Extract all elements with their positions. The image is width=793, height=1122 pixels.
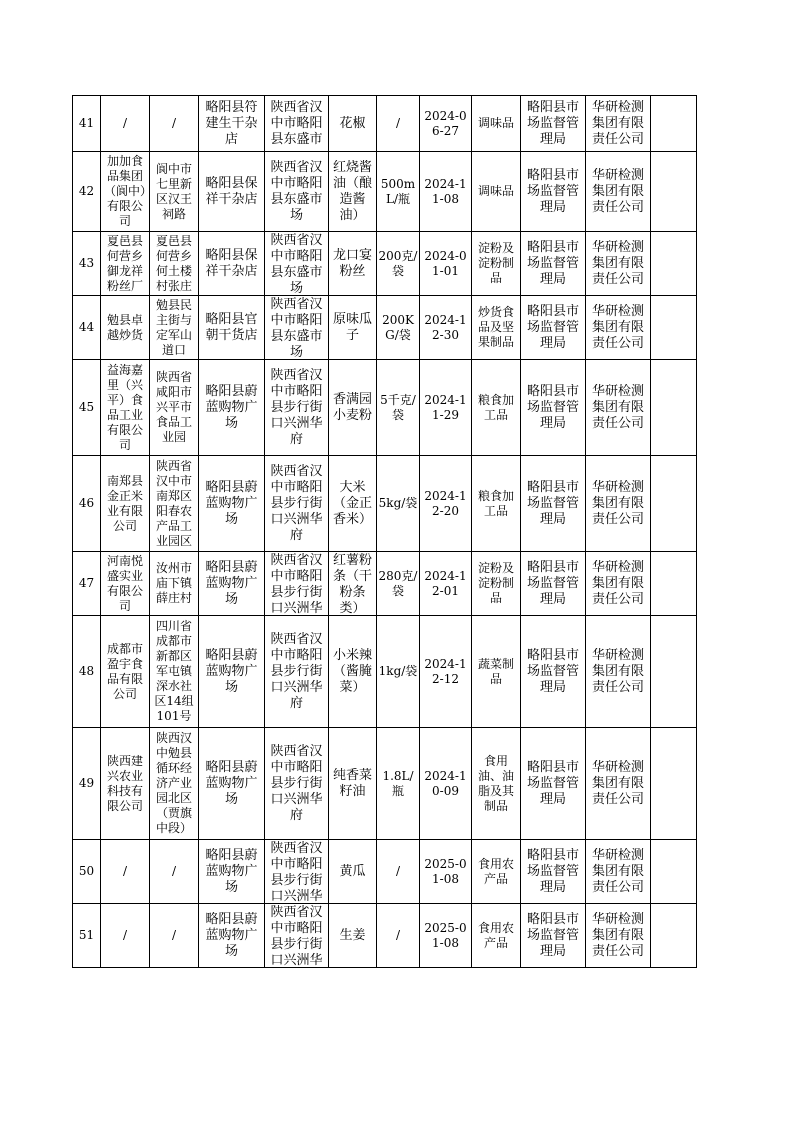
sampling-agency-text: 略阳县市场监督管理局: [526, 239, 579, 287]
food-category-text: 粮食加工品: [477, 488, 514, 518]
seller-name-text: 略阳县保祥干杂店: [205, 247, 258, 279]
row-number: [73, 360, 101, 456]
food-category: [472, 840, 521, 904]
producer-address-text: 夏邑县何营乡何土楼村张庄: [155, 233, 192, 293]
production-date: [420, 728, 472, 840]
testing-lab-text: 华研检测集团有限责任公司: [591, 239, 644, 287]
sampling-agency: [521, 456, 586, 552]
seller-address: [265, 360, 329, 456]
row-number-text: 41: [78, 116, 95, 130]
testing-lab: [586, 296, 651, 360]
seller-address: [265, 232, 329, 296]
producer-address: [150, 840, 199, 904]
table-row: [73, 232, 697, 296]
producer-address-text: /: [171, 928, 177, 942]
sampling-agency: [521, 904, 586, 968]
sampling-agency-text: 略阳县市场监督管理局: [526, 759, 579, 807]
producer-name: [101, 552, 150, 616]
row-number-text: 51: [78, 928, 95, 942]
producer-address: [150, 360, 199, 456]
testing-lab-text: 华研检测集团有限责任公司: [591, 383, 644, 431]
sampling-agency: [521, 616, 586, 728]
product-name-text: 小米辣（酱腌菜）: [332, 647, 372, 695]
food-category: [472, 360, 521, 456]
testing-lab-text: 华研检测集团有限责任公司: [591, 847, 644, 895]
producer-name: [101, 728, 150, 840]
testing-lab: [586, 728, 651, 840]
table-body: [73, 96, 697, 968]
row-number-text: 48: [78, 664, 95, 678]
producer-name: [101, 152, 150, 232]
table-row: [73, 728, 697, 840]
seller-name-text: 略阳县蔚蓝购物广场: [205, 383, 258, 431]
producer-name-text: 河南悦盛实业有限公司: [106, 553, 143, 613]
testing-lab-text: 华研检测集团有限责任公司: [591, 559, 644, 607]
product-name: [329, 296, 377, 360]
row-number-text: 42: [78, 184, 95, 198]
seller-name-text: 略阳县蔚蓝购物广场: [205, 647, 258, 695]
product-spec: [377, 232, 420, 296]
remark: [651, 616, 697, 728]
seller-address: [265, 904, 329, 968]
food-category: [472, 728, 521, 840]
sampling-agency-text: 略阳县市场监督管理局: [526, 167, 579, 215]
table-row: [73, 360, 697, 456]
row-number: [73, 96, 101, 152]
product-spec: [377, 152, 420, 232]
table-row: [73, 456, 697, 552]
table-row: [73, 552, 697, 616]
seller-address: [265, 552, 329, 616]
product-name-text: 龙口宴粉丝: [332, 247, 372, 279]
remark: [651, 728, 697, 840]
seller-address-text: 陕西省汉中市略阳县东盛市场: [270, 159, 323, 223]
product-spec-text: /: [395, 928, 401, 942]
product-name: [329, 552, 377, 616]
row-number: [73, 552, 101, 616]
testing-lab: [586, 904, 651, 968]
producer-address: [150, 96, 199, 152]
product-name: [329, 616, 377, 728]
food-category-text: 调味品: [477, 116, 514, 130]
testing-lab-text: 华研检测集团有限责任公司: [591, 911, 644, 959]
product-spec-text: 280克/袋: [378, 568, 418, 598]
food-category: [472, 296, 521, 360]
sampling-agency: [521, 360, 586, 456]
product-spec-text: /: [395, 864, 401, 878]
testing-lab-text: 华研检测集团有限责任公司: [591, 647, 644, 695]
sampling-results-table: [72, 95, 697, 968]
testing-lab: [586, 552, 651, 616]
product-name: [329, 232, 377, 296]
seller-address: [265, 840, 329, 904]
seller-name-text: 略阳县官朝干货店: [205, 311, 258, 343]
product-spec-text: 5kg/袋: [378, 496, 418, 510]
product-spec: [377, 552, 420, 616]
product-spec: [377, 728, 420, 840]
producer-address-text: 阆中市七里新区汉王祠路: [155, 161, 192, 221]
testing-lab: [586, 456, 651, 552]
production-date: [420, 296, 472, 360]
seller-name: [199, 360, 265, 456]
seller-address-text: 陕西省汉中市略阳县步行街口兴洲华府: [270, 463, 323, 543]
product-spec-text: 1.8L/瓶: [382, 768, 414, 798]
food-category-text: 食用农产品: [477, 920, 514, 950]
production-date: [420, 360, 472, 456]
producer-address-text: /: [171, 116, 177, 130]
seller-name-text: 略阳县保祥干杂店: [205, 175, 258, 207]
sampling-agency: [521, 840, 586, 904]
food-category: [472, 232, 521, 296]
producer-name-text: 成都市盈宇食品有限公司: [106, 641, 143, 701]
remark: [651, 232, 697, 296]
table-row: [73, 296, 697, 360]
production-date: [420, 152, 472, 232]
sampling-agency: [521, 152, 586, 232]
producer-address-text: 陕西省咸阳市兴平市食品工业园: [155, 370, 192, 444]
product-spec-text: /: [395, 116, 401, 130]
producer-name: [101, 456, 150, 552]
sampling-agency: [521, 232, 586, 296]
product-name: [329, 840, 377, 904]
remark: [651, 840, 697, 904]
product-spec: [377, 360, 420, 456]
food-category-text: 调味品: [477, 184, 514, 198]
product-spec-text: 1kg/袋: [378, 664, 418, 678]
testing-lab-text: 华研检测集团有限责任公司: [591, 479, 644, 527]
testing-lab-text: 华研检测集团有限责任公司: [591, 303, 644, 351]
producer-name-text: 夏邑县何营乡御龙祥粉丝厂: [106, 233, 143, 293]
seller-name-text: 略阳县蔚蓝购物广场: [205, 759, 258, 807]
production-date: [420, 96, 472, 152]
seller-address-text: 陕西省汉中市略阳县步行街口兴洲华府: [270, 743, 323, 823]
producer-name: [101, 96, 150, 152]
seller-name: [199, 904, 265, 968]
product-name-text: 黄瓜: [339, 863, 366, 879]
seller-address: [265, 296, 329, 360]
remark: [651, 152, 697, 232]
seller-address-text: 陕西省汉中市略阳县步行街口兴洲华: [270, 904, 323, 967]
production-date: [420, 232, 472, 296]
seller-name: [199, 552, 265, 616]
seller-name-text: 略阳县蔚蓝购物广场: [205, 479, 258, 527]
production-date-text: 2025-01-08: [424, 920, 467, 950]
production-date-text: 2024-10-09: [424, 768, 467, 798]
remark: [651, 552, 697, 616]
seller-address: [265, 152, 329, 232]
product-name-text: 原味瓜子: [332, 311, 372, 343]
production-date: [420, 456, 472, 552]
producer-name-text: 陕西建兴农业科技有限公司: [106, 753, 143, 813]
testing-lab-text: 华研检测集团有限责任公司: [591, 759, 644, 807]
seller-name-text: 略阳县蔚蓝购物广场: [205, 847, 258, 895]
producer-address: [150, 232, 199, 296]
production-date-text: 2024-11-29: [424, 392, 467, 422]
remark: [651, 904, 697, 968]
food-category: [472, 96, 521, 152]
product-name: [329, 904, 377, 968]
seller-name: [199, 456, 265, 552]
seller-name: [199, 728, 265, 840]
product-name-text: 花椒: [339, 115, 366, 131]
production-date: [420, 904, 472, 968]
sampling-agency-text: 略阳县市场监督管理局: [526, 847, 579, 895]
product-spec: [377, 904, 420, 968]
product-spec: [377, 296, 420, 360]
production-date: [420, 552, 472, 616]
producer-name-text: /: [122, 864, 128, 878]
food-category: [472, 616, 521, 728]
product-name-text: 纯香菜籽油: [332, 767, 372, 799]
sampling-agency-text: 略阳县市场监督管理局: [526, 479, 579, 527]
producer-address-text: 陕西省汉中市南郑区阳春农产品工业园区: [155, 458, 192, 548]
producer-address: [150, 904, 199, 968]
food-category-text: 食用农产品: [477, 856, 514, 886]
product-name: [329, 96, 377, 152]
testing-lab: [586, 152, 651, 232]
producer-address: [150, 728, 199, 840]
product-spec-text: 5千克/袋: [380, 392, 416, 422]
producer-name: [101, 840, 150, 904]
testing-lab: [586, 232, 651, 296]
producer-name-text: /: [122, 116, 128, 130]
seller-address-text: 陕西省汉中市略阳县步行街口兴洲华府: [270, 367, 323, 447]
row-number: [73, 296, 101, 360]
product-spec-text: 200KG/袋: [382, 312, 414, 342]
sampling-agency-text: 略阳县市场监督管理局: [526, 911, 579, 959]
producer-name: [101, 232, 150, 296]
producer-name: [101, 296, 150, 360]
seller-name: [199, 152, 265, 232]
testing-lab-text: 华研检测集团有限责任公司: [591, 167, 644, 215]
product-name-text: 红烧酱油（酿造酱油）: [332, 159, 372, 223]
seller-address: [265, 616, 329, 728]
table-row: [73, 96, 697, 152]
remark: [651, 96, 697, 152]
food-category-text: 炒货食品及坚果制品: [477, 305, 514, 349]
seller-name: [199, 96, 265, 152]
row-number: [73, 728, 101, 840]
seller-name: [199, 296, 265, 360]
food-category-text: 淀粉及淀粉制品: [477, 561, 514, 605]
testing-lab: [586, 616, 651, 728]
product-name-text: 大米（金正香米）: [332, 479, 372, 527]
remark: [651, 360, 697, 456]
product-spec: [377, 616, 420, 728]
remark: [651, 296, 697, 360]
sampling-agency: [521, 296, 586, 360]
production-date: [420, 616, 472, 728]
table-row: [73, 616, 697, 728]
sampling-agency: [521, 96, 586, 152]
producer-name: [101, 904, 150, 968]
producer-name-text: 南郑县金正米业有限公司: [106, 473, 143, 533]
product-spec-text: 200克/袋: [378, 248, 418, 278]
producer-name: [101, 616, 150, 728]
row-number-text: 44: [78, 320, 95, 334]
sampling-agency-text: 略阳县市场监督管理局: [526, 383, 579, 431]
production-date-text: 2024-11-08: [424, 176, 467, 206]
table-row: [73, 152, 697, 232]
producer-address: [150, 152, 199, 232]
seller-name: [199, 616, 265, 728]
row-number-text: 43: [78, 256, 95, 270]
table-row: [73, 840, 697, 904]
producer-name: [101, 360, 150, 456]
sampling-agency-text: 略阳县市场监督管理局: [526, 99, 579, 147]
seller-address-text: 陕西省汉中市略阳县东盛市场: [270, 232, 323, 295]
row-number-text: 46: [78, 496, 95, 510]
producer-address-text: 四川省成都市新都区军屯镇深水社区14组101号: [154, 619, 194, 723]
producer-name-text: /: [122, 928, 128, 942]
testing-lab: [586, 96, 651, 152]
table-row: [73, 904, 697, 968]
production-date-text: 2024-01-01: [424, 248, 467, 278]
seller-address: [265, 456, 329, 552]
row-number-text: 45: [78, 400, 95, 414]
seller-address: [265, 728, 329, 840]
producer-name-text: 勉县卓越炒货: [106, 312, 143, 342]
food-category: [472, 904, 521, 968]
food-category-text: 粮食加工品: [477, 392, 514, 422]
food-category: [472, 456, 521, 552]
seller-name: [199, 232, 265, 296]
production-date: [420, 840, 472, 904]
row-number-text: 47: [78, 576, 95, 590]
row-number: [73, 152, 101, 232]
production-date-text: 2024-12-30: [424, 312, 467, 342]
testing-lab: [586, 360, 651, 456]
sampling-agency: [521, 552, 586, 616]
row-number-text: 49: [78, 776, 95, 790]
seller-name-text: 略阳县符建生干杂店: [205, 99, 258, 147]
row-number: [73, 840, 101, 904]
sampling-agency-text: 略阳县市场监督管理局: [526, 303, 579, 351]
sampling-agency-text: 略阳县市场监督管理局: [526, 647, 579, 695]
testing-lab-text: 华研检测集团有限责任公司: [591, 99, 644, 147]
producer-address-text: 陕西汉中勉县循环经济产业园北区（贾旗中段）: [155, 731, 192, 835]
production-date-text: 2024-12-20: [424, 488, 467, 518]
row-number: [73, 904, 101, 968]
seller-address-text: 陕西省汉中市略阳县东盛市: [270, 99, 323, 147]
product-name: [329, 152, 377, 232]
row-number: [73, 232, 101, 296]
food-category: [472, 152, 521, 232]
producer-address: [150, 456, 199, 552]
producer-address: [150, 296, 199, 360]
row-number: [73, 456, 101, 552]
product-name: [329, 360, 377, 456]
seller-address-text: 陕西省汉中市略阳县步行街口兴洲华: [270, 840, 323, 903]
production-date-text: 2024-06-27: [424, 108, 467, 138]
producer-address-text: 勉县民主街与定军山道口: [155, 297, 192, 357]
row-number: [73, 616, 101, 728]
seller-address-text: 陕西省汉中市略阳县东盛市场: [270, 296, 323, 359]
producer-name-text: 益海嘉里（兴平）食品工业有限公司: [106, 362, 143, 452]
product-name-text: 红薯粉条（干粉条类）: [332, 552, 372, 615]
producer-address: [150, 552, 199, 616]
producer-name-text: 加加食品集团（阆中）有限公司: [103, 154, 146, 228]
product-spec-text: 500mL/瓶: [380, 176, 416, 206]
food-category: [472, 552, 521, 616]
producer-address-text: /: [171, 864, 177, 878]
product-spec: [377, 96, 420, 152]
sampling-agency: [521, 728, 586, 840]
product-name: [329, 728, 377, 840]
producer-address: [150, 616, 199, 728]
seller-address-text: 陕西省汉中市略阳县步行街口兴洲华: [270, 552, 323, 615]
production-date-text: 2025-01-08: [424, 856, 467, 886]
row-number-text: 50: [78, 864, 95, 878]
food-category-text: 淀粉及淀粉制品: [477, 241, 514, 285]
product-name-text: 香满园小麦粉: [332, 391, 372, 423]
testing-lab: [586, 840, 651, 904]
seller-address: [265, 96, 329, 152]
production-date-text: 2024-12-01: [424, 568, 467, 598]
producer-address-text: 汝州市庙下镇薛庄村: [155, 561, 192, 605]
seller-address-text: 陕西省汉中市略阳县步行街口兴洲华府: [270, 631, 323, 711]
product-spec: [377, 840, 420, 904]
product-name-text: 生姜: [339, 927, 366, 943]
product-spec: [377, 456, 420, 552]
sampling-agency-text: 略阳县市场监督管理局: [526, 559, 579, 607]
food-category-text: 蔬菜制品: [477, 656, 514, 686]
production-date-text: 2024-12-12: [424, 656, 467, 686]
seller-name-text: 略阳县蔚蓝购物广场: [205, 911, 258, 959]
remark: [651, 456, 697, 552]
seller-name-text: 略阳县蔚蓝购物广场: [205, 559, 258, 607]
product-name: [329, 456, 377, 552]
seller-name: [199, 840, 265, 904]
food-category-text: 食用油、油脂及其制品: [477, 753, 514, 813]
